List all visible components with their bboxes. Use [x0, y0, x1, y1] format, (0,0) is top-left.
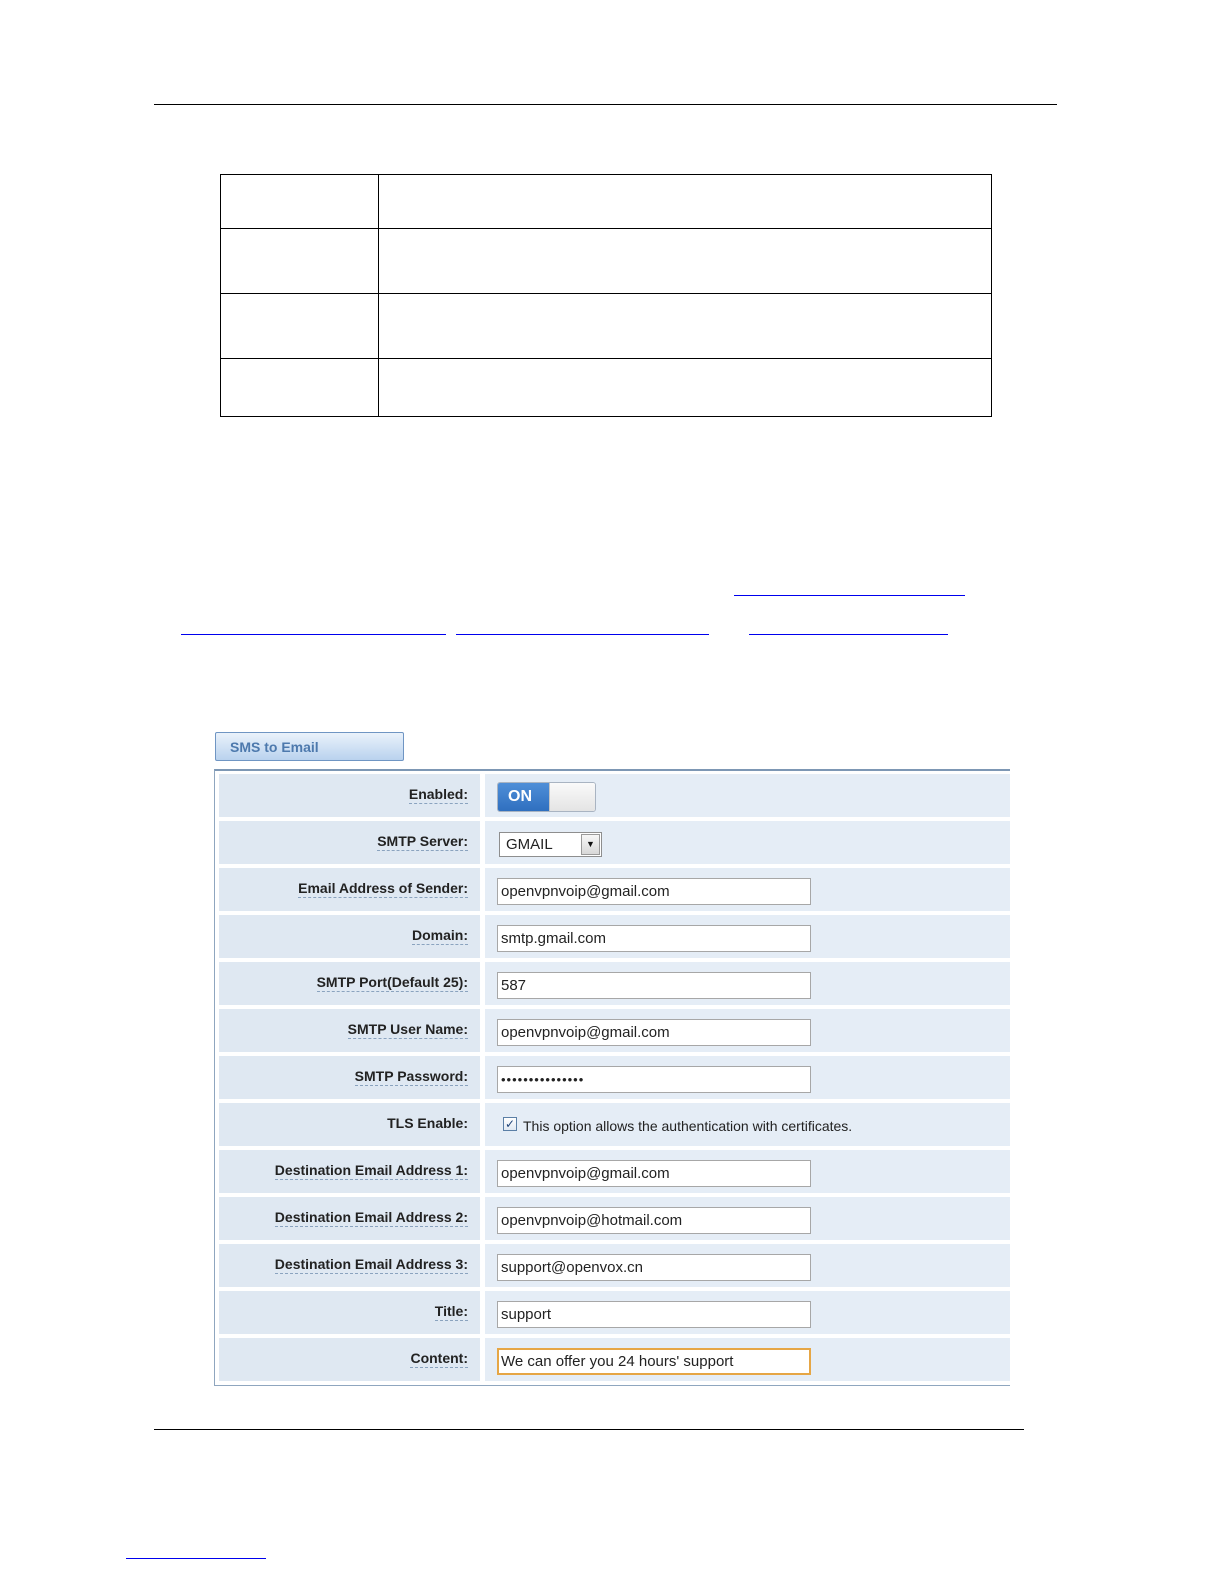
sms-to-email-tab[interactable]: SMS to Email	[215, 732, 404, 761]
table-cell	[379, 359, 992, 417]
hyperlink-underline[interactable]	[456, 634, 709, 635]
smtp-port-label: SMTP Port(Default 25):	[316, 974, 468, 990]
smtp-password-input[interactable]	[497, 1066, 811, 1093]
value-cell	[485, 821, 1010, 864]
label-cell	[219, 1150, 480, 1193]
enabled-label: Enabled:	[408, 786, 468, 802]
smtp-user-input[interactable]	[497, 1019, 811, 1046]
smtp-port-row	[219, 962, 1009, 1005]
smtp-server-label: SMTP Server:	[377, 833, 468, 849]
sender-email-input[interactable]	[497, 878, 811, 905]
smtp-user-row	[219, 1009, 1009, 1052]
enabled-toggle[interactable]	[497, 782, 596, 812]
label-cell	[219, 868, 480, 911]
label-cell	[219, 1103, 480, 1146]
label-cell	[219, 774, 480, 817]
value-cell	[485, 1150, 1010, 1193]
enabled-row	[219, 774, 1009, 817]
label-cell	[219, 1056, 480, 1099]
table-cell	[379, 229, 992, 294]
table-row	[221, 359, 992, 417]
label-cell	[219, 1291, 480, 1334]
dest1-row	[219, 1150, 1009, 1193]
title-label: Title:	[434, 1303, 468, 1319]
hyperlink-underline[interactable]	[734, 595, 965, 596]
value-cell	[485, 868, 1010, 911]
value-cell	[485, 1338, 1010, 1381]
label-cell	[219, 962, 480, 1005]
hyperlink-underline[interactable]	[749, 634, 948, 635]
smtp-server-value: GMAIL	[506, 836, 553, 853]
dest1-label: Destination Email Address 1:	[274, 1162, 468, 1178]
toggle-knob[interactable]	[549, 783, 595, 811]
dest3-email-input[interactable]	[497, 1254, 811, 1281]
table-cell	[221, 359, 379, 417]
dropdown-arrow-icon[interactable]: ▼	[581, 834, 600, 855]
domain-input[interactable]	[497, 925, 811, 952]
footer-rule	[154, 1429, 1024, 1430]
dest1-email-input[interactable]	[497, 1160, 811, 1187]
value-cell	[485, 1291, 1010, 1334]
value-cell	[485, 1197, 1010, 1240]
table-row	[221, 294, 992, 359]
tls-label: TLS Enable:	[387, 1115, 468, 1131]
label-cell	[219, 1197, 480, 1240]
smtp-port-input[interactable]	[497, 972, 811, 999]
table-cell	[221, 294, 379, 359]
sender-row	[219, 868, 1009, 911]
value-cell	[485, 1103, 1010, 1146]
value-cell	[485, 1009, 1010, 1052]
table-cell	[221, 175, 379, 229]
value-cell	[485, 774, 1010, 817]
value-cell	[485, 1244, 1010, 1287]
title-input[interactable]	[497, 1301, 811, 1328]
dest3-row	[219, 1244, 1009, 1287]
title-row	[219, 1291, 1009, 1334]
label-cell	[219, 915, 480, 958]
tls-checkbox[interactable]: ✓	[504, 1117, 516, 1131]
label-cell	[219, 1244, 480, 1287]
dest2-label: Destination Email Address 2:	[274, 1209, 468, 1225]
value-cell	[485, 1056, 1010, 1099]
toggle-on-label: ON	[498, 783, 549, 811]
header-rule	[154, 104, 1057, 105]
dest2-email-input[interactable]	[497, 1207, 811, 1234]
tls-description: This option allows the authentication with certificates.	[523, 1118, 853, 1134]
dest2-row	[219, 1197, 1009, 1240]
smtp-password-label: SMTP Password:	[354, 1068, 468, 1084]
label-cell	[219, 1009, 480, 1052]
table-row	[221, 175, 992, 229]
smtp-password-row	[219, 1056, 1009, 1099]
description-table	[220, 174, 992, 417]
domain-row	[219, 915, 1009, 958]
value-cell	[485, 962, 1010, 1005]
content-row	[219, 1338, 1009, 1381]
table-cell	[221, 229, 379, 294]
table-cell	[379, 175, 992, 229]
dest3-label: Destination Email Address 3:	[274, 1256, 468, 1272]
domain-label: Domain:	[412, 927, 468, 943]
footer-link-underline[interactable]	[126, 1558, 266, 1559]
content-input[interactable]	[497, 1348, 811, 1375]
smtp-server-select[interactable]	[499, 832, 602, 857]
table-row	[221, 229, 992, 294]
value-cell	[485, 915, 1010, 958]
table-cell	[379, 294, 992, 359]
label-cell	[219, 821, 480, 864]
tls-row	[219, 1103, 1009, 1146]
sms-to-email-panel	[214, 769, 1010, 1386]
sender-label: Email Address of Sender:	[298, 880, 468, 896]
content-label: Content:	[410, 1350, 468, 1366]
label-cell	[219, 1338, 480, 1381]
hyperlink-underline[interactable]	[181, 634, 446, 635]
smtp-user-label: SMTP User Name:	[347, 1021, 468, 1037]
smtp-server-row	[219, 821, 1009, 864]
